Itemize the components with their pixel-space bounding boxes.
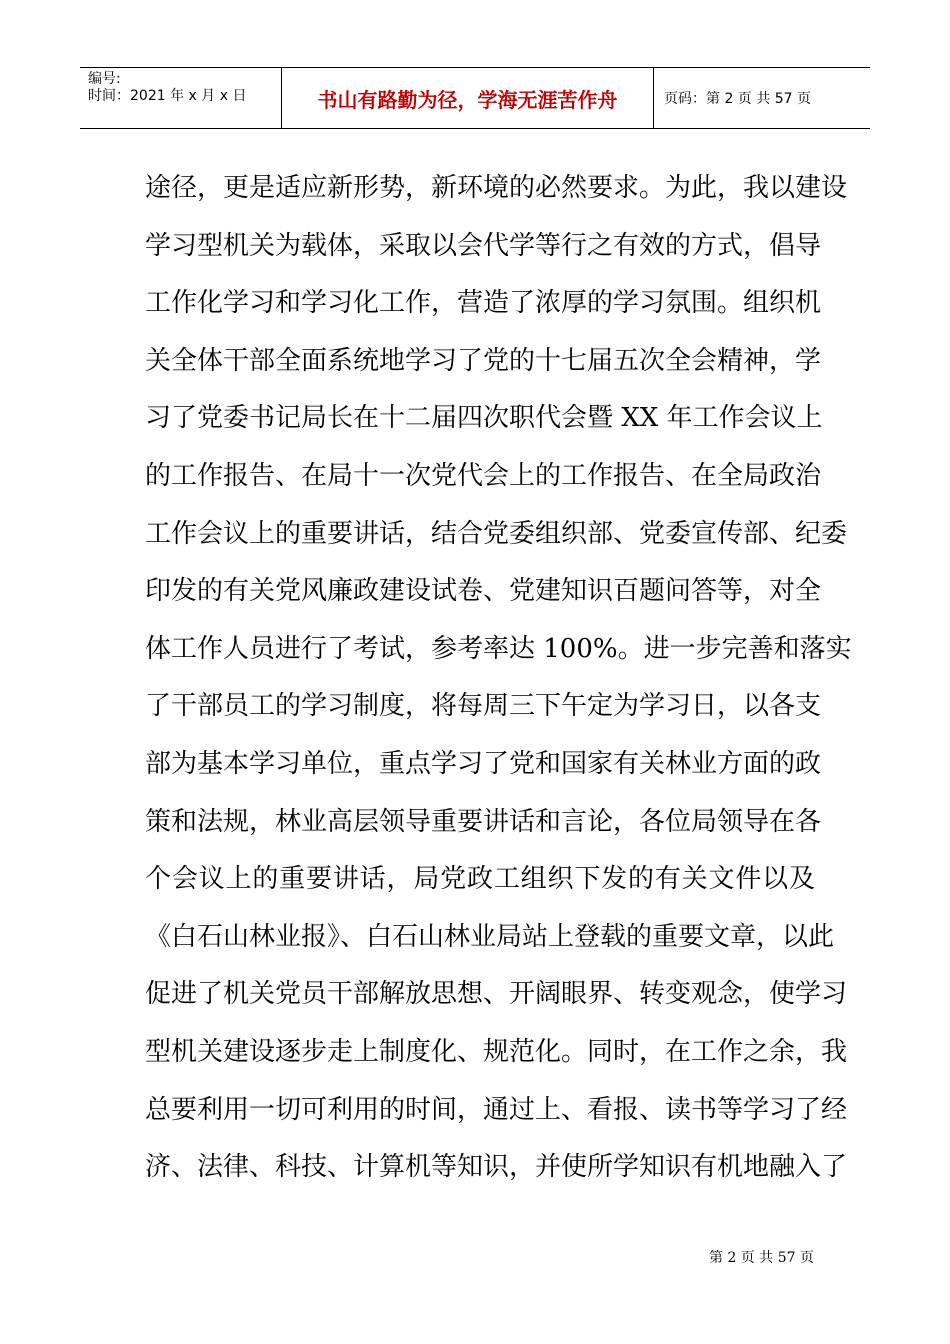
body-line: 济、法律、科技、计算机等知识，并使所学知识有机地融入了 [145,1152,848,1183]
time-label: 时间：2021 年 x 月 x 日 [88,88,247,104]
body-line: 体工作人员进行了考试，参考率达 100%。进一步完善和落实 [145,633,852,664]
body-line: 学习型机关为载体，采取以会代学等行之有效的方式，倡导 [145,230,822,261]
page-footer [709,1247,814,1267]
body-line: 促进了机关党员干部解放思想、开阔眼界、转变观念，使学习 [145,979,848,1010]
body-line: 的工作报告、在局十一次党代会上的工作报告、在全局政治 [145,460,822,491]
body-line: 关全体干部全面系统地学习了党的十七届五次全会精神，学 [145,345,822,376]
header-meta-cell [80,68,282,128]
number-label: 编号: [88,71,121,87]
body-line: 工作化学习和学习化工作，营造了浓厚的学习氛围。组织机 [145,288,822,319]
page-header [80,67,870,129]
body-line: 部为基本学习单位，重点学习了党和国家有关林业方面的政 [145,748,822,779]
body-line: 《白石山林业报》、白石山林业局站上登载的重要文章，以此 [145,921,835,952]
header-page-cell [654,68,870,128]
body-line: 个会议上的重要讲话，局党政工组织下发的有关文件以及 [145,864,815,895]
body-line: 总要利用一切可利用的时间，通过上、看报、读书等学习了经 [145,1094,848,1125]
body-line: 了干部员工的学习制度，将每周三下午定为学习日，以各支 [145,691,822,722]
body-line: 策和法规，林业高层领导重要讲话和言论，各位局领导在各 [145,806,822,837]
body-line: 途径，更是适应新形势，新环境的必然要求。为此，我以建设 [145,173,848,203]
body-line: 型机关建设逐步走上制度化、规范化。同时，在工作之余，我 [145,1036,848,1067]
motto-text: 书山有路勤为径，学海无涯苦作舟 [317,87,618,112]
body-text [145,160,852,1197]
body-line: 印发的有关党风廉政建设试卷、党建知识百题问答等，对全 [145,576,822,607]
footer-page-info: 第 2 页 共 57 页 [709,1250,814,1266]
header-motto-cell [282,68,654,128]
header-page-info: 页码：第 2 页 共 57 页 [664,91,811,107]
body-line: 工作会议上的重要讲话，结合党委组织部、党委宣传部、纪委 [145,518,848,549]
body-line: 习了党委书记局长在十二届四次职代会暨 XX 年工作会议上 [145,403,823,434]
